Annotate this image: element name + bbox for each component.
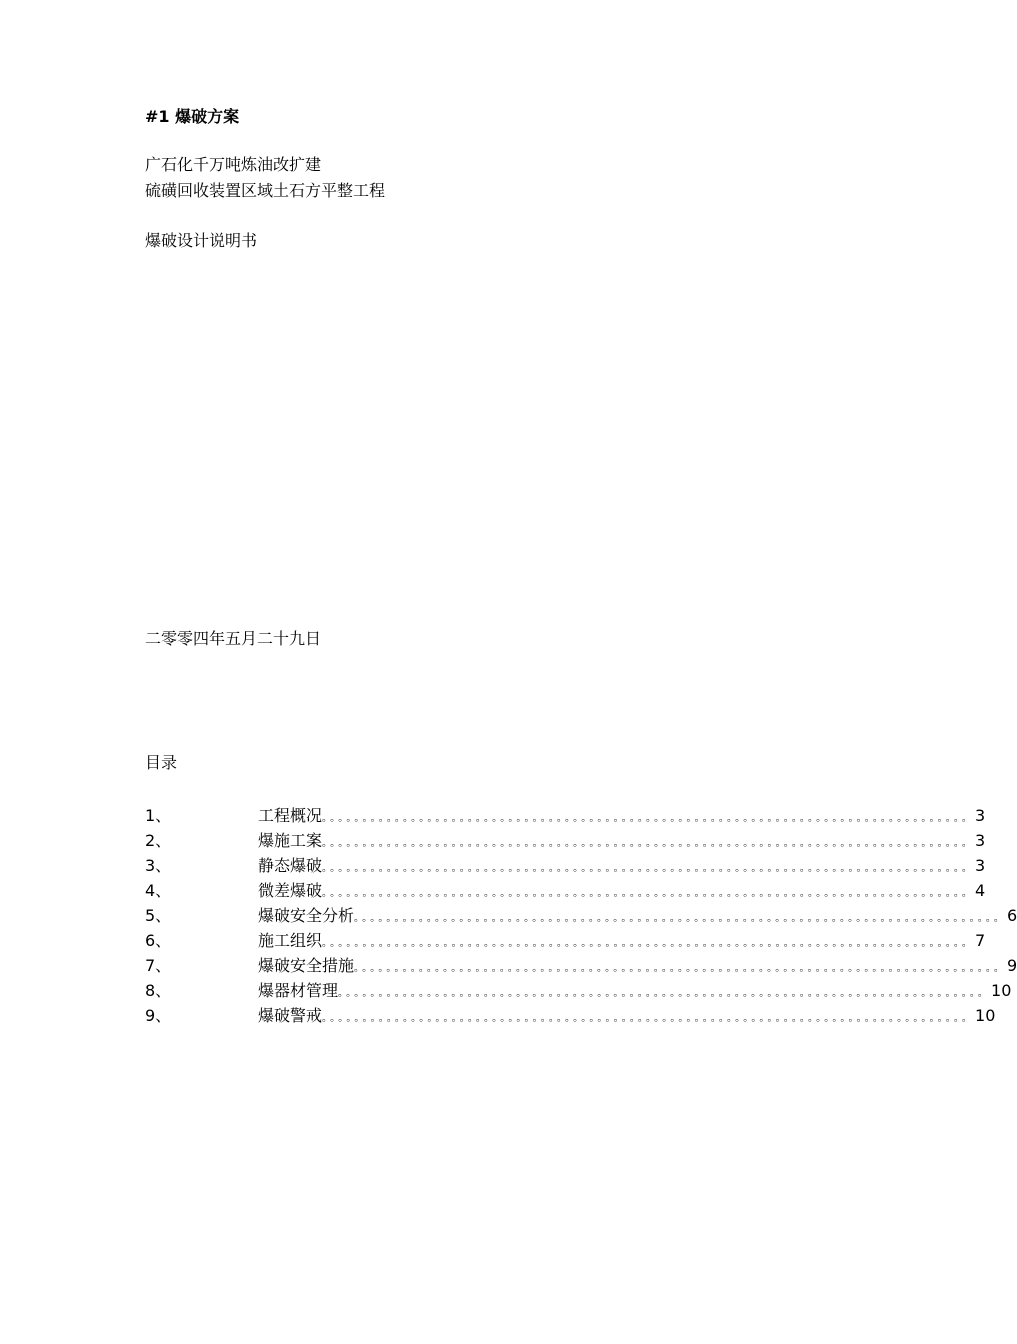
toc-number: 7、: [145, 956, 172, 975]
toc-number: 8、: [145, 981, 172, 1000]
toc-number: 6、: [145, 931, 172, 950]
toc-number: 2、: [145, 831, 172, 850]
toc-title: 施工组织: [258, 931, 323, 950]
toc-page-number: 10: [991, 981, 1012, 1000]
toc-page-number: 3: [975, 806, 986, 825]
toc-number: 3、: [145, 856, 172, 875]
toc-row[interactable]: [145, 803, 986, 828]
toc-row[interactable]: [145, 1003, 996, 1028]
toc-leader-dots: 。。。。。。。。。。。。。。。。。。。。。。。。。。。。。。。。。。。。。。。。。。。。。。。。。。。。。。。。。。。。。。。。。。。。。。。。。。。。。。。。: [322, 888, 976, 899]
toc-number: 9、: [145, 1006, 172, 1025]
toc-page-number: 9: [1007, 956, 1017, 975]
toc-title: 微差爆破: [258, 881, 323, 900]
project-name-line2: 硫磺回收装置区域土石方平整工程: [145, 181, 386, 200]
toc-page-number: 10: [975, 1006, 996, 1025]
toc-title: 爆器材管理: [258, 981, 339, 1000]
toc-page-number: 3: [975, 831, 986, 850]
toc-page-number: 6: [1007, 906, 1017, 925]
toc-number: 1、: [145, 806, 172, 825]
toc-row[interactable]: [145, 828, 986, 853]
toc-row[interactable]: [145, 878, 986, 903]
toc-leader-dots: 。。。。。。。。。。。。。。。。。。。。。。。。。。。。。。。。。。。。。。。。。。。。。。。。。。。。。。。。。。。。。。。。。。。。。。。。。。。。。。。。: [354, 963, 1008, 974]
section-heading: #1 爆破方案: [145, 107, 240, 126]
toc-page-number: 4: [975, 881, 986, 900]
toc-leader-dots: 。。。。。。。。。。。。。。。。。。。。。。。。。。。。。。。。。。。。。。。。。。。。。。。。。。。。。。。。。。。。。。。。。。。。。。。。。。。。。。。。: [322, 1013, 976, 1024]
toc-page-number: 7: [975, 931, 986, 950]
document-date: 二零零四年五月二十九日: [145, 629, 322, 648]
toc-title: 工程概况: [258, 806, 323, 825]
toc-row[interactable]: [145, 928, 986, 953]
toc-leader-dots: 。。。。。。。。。。。。。。。。。。。。。。。。。。。。。。。。。。。。。。。。。。。。。。。。。。。。。。。。。。。。。。。。。。。。。。。。。。。。。。。。: [338, 988, 992, 999]
toc-row[interactable]: [145, 903, 1017, 928]
toc-title: 爆施工案: [258, 831, 323, 850]
toc-leader-dots: 。。。。。。。。。。。。。。。。。。。。。。。。。。。。。。。。。。。。。。。。。。。。。。。。。。。。。。。。。。。。。。。。。。。。。。。。。。。。。。。。: [322, 838, 976, 849]
toc-title: 静态爆破: [258, 856, 323, 875]
toc-page-number: 3: [975, 856, 986, 875]
table-of-contents: [145, 803, 1017, 1028]
document-title: 爆破设计说明书: [145, 231, 258, 250]
toc-title: 爆破警戒: [258, 1006, 323, 1025]
toc-leader-dots: 。。。。。。。。。。。。。。。。。。。。。。。。。。。。。。。。。。。。。。。。。。。。。。。。。。。。。。。。。。。。。。。。。。。。。。。。。。。。。。。。: [354, 913, 1008, 924]
project-name-line1: 广石化千万吨炼油改扩建: [145, 155, 322, 174]
toc-heading: 目录: [145, 753, 178, 772]
toc-title: 爆破安全分析: [258, 906, 355, 925]
toc-row[interactable]: [145, 953, 1017, 978]
toc-number: 4、: [145, 881, 172, 900]
toc-leader-dots: 。。。。。。。。。。。。。。。。。。。。。。。。。。。。。。。。。。。。。。。。。。。。。。。。。。。。。。。。。。。。。。。。。。。。。。。。。。。。。。。。: [322, 863, 976, 874]
toc-title: 爆破安全措施: [258, 956, 355, 975]
toc-row[interactable]: [145, 978, 1012, 1003]
toc-number: 5、: [145, 906, 172, 925]
toc-leader-dots: 。。。。。。。。。。。。。。。。。。。。。。。。。。。。。。。。。。。。。。。。。。。。。。。。。。。。。。。。。。。。。。。。。。。。。。。。。。。。。。。。: [322, 813, 976, 824]
toc-row[interactable]: [145, 853, 986, 878]
toc-leader-dots: 。。。。。。。。。。。。。。。。。。。。。。。。。。。。。。。。。。。。。。。。。。。。。。。。。。。。。。。。。。。。。。。。。。。。。。。。。。。。。。。。: [322, 938, 976, 949]
